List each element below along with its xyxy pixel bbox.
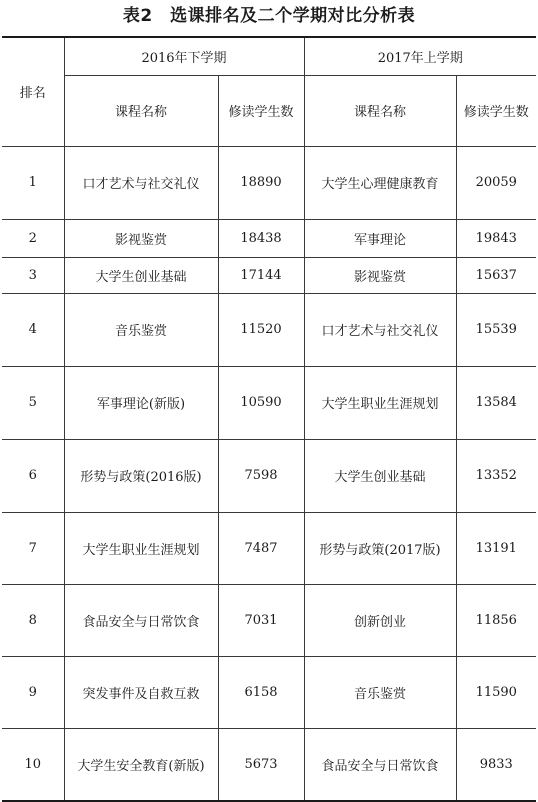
course-2017-cell: 影视鉴赏	[304, 257, 456, 293]
count-2016-cell: 10590	[218, 366, 304, 439]
course-2016-cell: 军事理论(新版)	[64, 366, 218, 439]
table-row	[2, 584, 536, 656]
count-2016-cell: 18890	[218, 146, 304, 219]
table-row	[2, 366, 536, 439]
course-2017-cell: 大学生创业基础	[304, 439, 456, 512]
rank-cell: 8	[2, 584, 64, 656]
count-2016-cell: 17144	[218, 257, 304, 293]
header-course-name: 课程名称	[64, 75, 218, 146]
course-2016-cell: 口才艺术与社交礼仪	[64, 146, 218, 219]
course-2016-cell: 大学生创业基础	[64, 257, 218, 293]
count-2017-cell: 11856	[456, 584, 536, 656]
header-term-2016: 2016年下学期	[64, 37, 304, 75]
count-2017-cell: 9833	[456, 728, 536, 801]
rank-cell: 1	[2, 146, 64, 219]
table-row	[2, 512, 536, 584]
count-2016-cell: 7487	[218, 512, 304, 584]
rank-cell: 10	[2, 728, 64, 801]
course-2016-cell: 大学生安全教育(新版)	[64, 728, 218, 801]
count-2016-cell: 11520	[218, 293, 304, 366]
count-2017-cell: 11590	[456, 656, 536, 728]
rank-cell: 2	[2, 219, 64, 257]
count-2016-cell: 5673	[218, 728, 304, 801]
count-2017-cell: 15539	[456, 293, 536, 366]
count-2016-cell: 7598	[218, 439, 304, 512]
rank-cell: 9	[2, 656, 64, 728]
course-2016-cell: 音乐鉴赏	[64, 293, 218, 366]
table-row	[2, 439, 536, 512]
count-2017-cell: 20059	[456, 146, 536, 219]
course-2017-cell: 音乐鉴赏	[304, 656, 456, 728]
rank-cell: 5	[2, 366, 64, 439]
course-2017-cell: 创新创业	[304, 584, 456, 656]
rank-cell: 3	[2, 257, 64, 293]
header-student-count: 修读学生数	[456, 75, 536, 146]
count-2016-cell: 7031	[218, 584, 304, 656]
rank-cell: 7	[2, 512, 64, 584]
header-term-2017: 2017年上学期	[304, 37, 536, 75]
table-row	[2, 728, 536, 801]
header-student-count: 修读学生数	[218, 75, 304, 146]
ranking-table	[2, 36, 536, 802]
count-2016-cell: 18438	[218, 219, 304, 257]
course-2017-cell: 军事理论	[304, 219, 456, 257]
table-title: 表2 选课排名及二个学期对比分析表	[122, 6, 416, 26]
count-2017-cell: 19843	[456, 219, 536, 257]
table-row	[2, 293, 536, 366]
course-2017-cell: 口才艺术与社交礼仪	[304, 293, 456, 366]
course-2016-cell: 突发事件及自救互救	[64, 656, 218, 728]
course-2016-cell: 食品安全与日常饮食	[64, 584, 218, 656]
header-course-name: 课程名称	[304, 75, 456, 146]
rank-cell: 4	[2, 293, 64, 366]
course-2016-cell: 形势与政策(2016版)	[64, 439, 218, 512]
table-row	[2, 219, 536, 257]
table-row	[2, 656, 536, 728]
course-2016-cell: 影视鉴赏	[64, 219, 218, 257]
header-rank: 排名	[2, 37, 64, 146]
course-2017-cell: 食品安全与日常饮食	[304, 728, 456, 801]
count-2017-cell: 13191	[456, 512, 536, 584]
table-row	[2, 257, 536, 293]
count-2017-cell: 15637	[456, 257, 536, 293]
course-2017-cell: 大学生心理健康教育	[304, 146, 456, 219]
rank-cell: 6	[2, 439, 64, 512]
count-2016-cell: 6158	[218, 656, 304, 728]
course-2016-cell: 大学生职业生涯规划	[64, 512, 218, 584]
table-row	[2, 146, 536, 219]
course-2017-cell: 大学生职业生涯规划	[304, 366, 456, 439]
count-2017-cell: 13584	[456, 366, 536, 439]
course-2017-cell: 形势与政策(2017版)	[304, 512, 456, 584]
count-2017-cell: 13352	[456, 439, 536, 512]
